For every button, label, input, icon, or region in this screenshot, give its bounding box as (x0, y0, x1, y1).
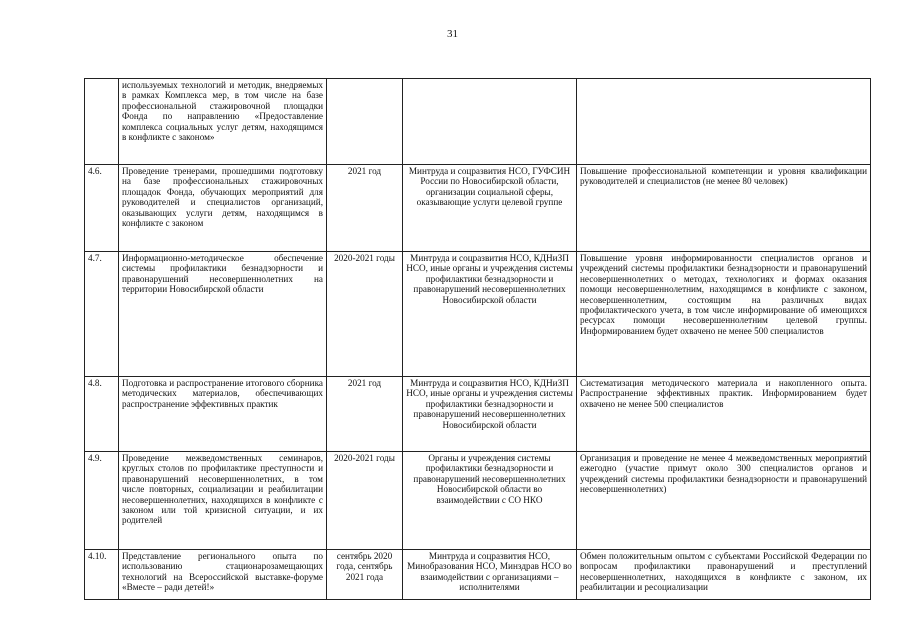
activities-table (84, 78, 871, 600)
executors-cell: Органы и учреждения системы профилактики безнадзорности и правонарушений несовершеннолетних Новосибирской области во взаимодействии с СО НКО (403, 452, 577, 550)
result-cell: Организация и проведение не менее 4 межведомственных мероприятий ежегодно (участие примут около 300 специалистов органов и учреждений системы профилактики безнадзорности и правонарушений несовершеннолетних) (577, 452, 871, 550)
row-number: 4.9. (85, 452, 119, 550)
period-cell: 2020-2021 годы (327, 452, 403, 550)
executors-cell: Минтруда и соцразвития НСО, КДНиЗП НСО, иные органы и учреждения системы профилактики безнадзорности и правонарушений несовершеннолетних Новосибирской области (403, 377, 577, 452)
period-cell: 2021 год (327, 165, 403, 252)
activity-cell: Проведение межведомственных семинаров, круглых столов по профилактике преступности и правонарушений несовершеннолетних, в том числе повторных, социализации и реабилитации несовершеннолетних, находящихся в конфликте с законом или той кризисной ситуации, и их родителей (119, 452, 327, 550)
page-number: 31 (447, 28, 458, 40)
executors-cell: Минтруда и соцразвития НСО, ГУФСИН России по Новосибирской области, организации социальной сферы, оказывающие услуги целевой группе (403, 165, 577, 252)
row-number: 4.6. (85, 165, 119, 252)
table-row (85, 252, 871, 377)
table-row (85, 377, 871, 452)
row-number: 4.7. (85, 252, 119, 377)
table-row (85, 165, 871, 252)
activity-cell: Информационно-методическое обеспечение системы профилактики безнадзорности и правонарушений несовершеннолетних на территории Новосибирской области (119, 252, 327, 377)
row-number: 4.8. (85, 377, 119, 452)
activity-cell: используемых технологий и методик, внедряемых в рамках Комплекса мер, в том числе на базе профессиональной стажировочной площадки Фонда по направлению «Предоставление комплекса социальных услуг детям, находящимся в конфликте с законом» (119, 79, 327, 165)
period-cell (327, 79, 403, 165)
period-cell: 2020-2021 годы (327, 252, 403, 377)
executors-cell (403, 79, 577, 165)
executors-cell: Минтруда и соцразвития НСО, Минобразования НСО, Минздрав НСО во взаимодействии с организациями – исполнителями (403, 550, 577, 600)
result-cell: Систематизация методического материала и накопленного опыта. Распространение эффективных практик. Информированием будет охвачено не менее 500 специалистов (577, 377, 871, 452)
result-cell: Повышение профессиональной компетенции и уровня квалификации руководителей и специалистов (не менее 80 человек) (577, 165, 871, 252)
result-cell (577, 79, 871, 165)
table-row (85, 79, 871, 165)
period-cell: 2021 год (327, 377, 403, 452)
result-cell: Обмен положительным опытом с субъектами Российской Федерации по вопросам профилактики правонарушений и преступлений несовершеннолетних, находящихся в конфликте с законом, их реабилитации и ресоциализации (577, 550, 871, 600)
result-cell: Повышение уровня информированности специалистов органов и учреждений системы профилактики безнадзорности и правонарушений несовершеннолетних о методах, технологиях и формах оказания помощи несовершеннолетним, находящимся в конфликте с законом, несовершеннолетним, состоящим на различных видах профилактического учета, в том числе информирование об имеющихся ресурсах помощи несовершеннолетним целевой группы. Информированием будет охвачено не менее 500 специалистов (577, 252, 871, 377)
row-number (85, 79, 119, 165)
period-cell: сентябрь 2020 года, сентябрь 2021 года (327, 550, 403, 600)
activity-cell: Представление регионального опыта по использованию стационарозамещающих технологий на Всероссийской выставке-форуме «Вместе – ради детей!» (119, 550, 327, 600)
activity-cell: Подготовка и распространение итогового сборника методических материалов, обеспечивающих распространение эффективных практик (119, 377, 327, 452)
table-row (85, 452, 871, 550)
executors-cell: Минтруда и соцразвития НСО, КДНиЗП НСО, иные органы и учреждения системы профилактики безнадзорности и правонарушений несовершеннолетних Новосибирской области (403, 252, 577, 377)
table-row (85, 550, 871, 600)
activity-cell: Проведение тренерами, прошедшими подготовку на базе профессиональных стажировочных площадок Фонда, обучающих мероприятий для руководителей и специалистов организаций, оказывающих услуги детям, находящимся в конфликте с законом (119, 165, 327, 252)
row-number: 4.10. (85, 550, 119, 600)
